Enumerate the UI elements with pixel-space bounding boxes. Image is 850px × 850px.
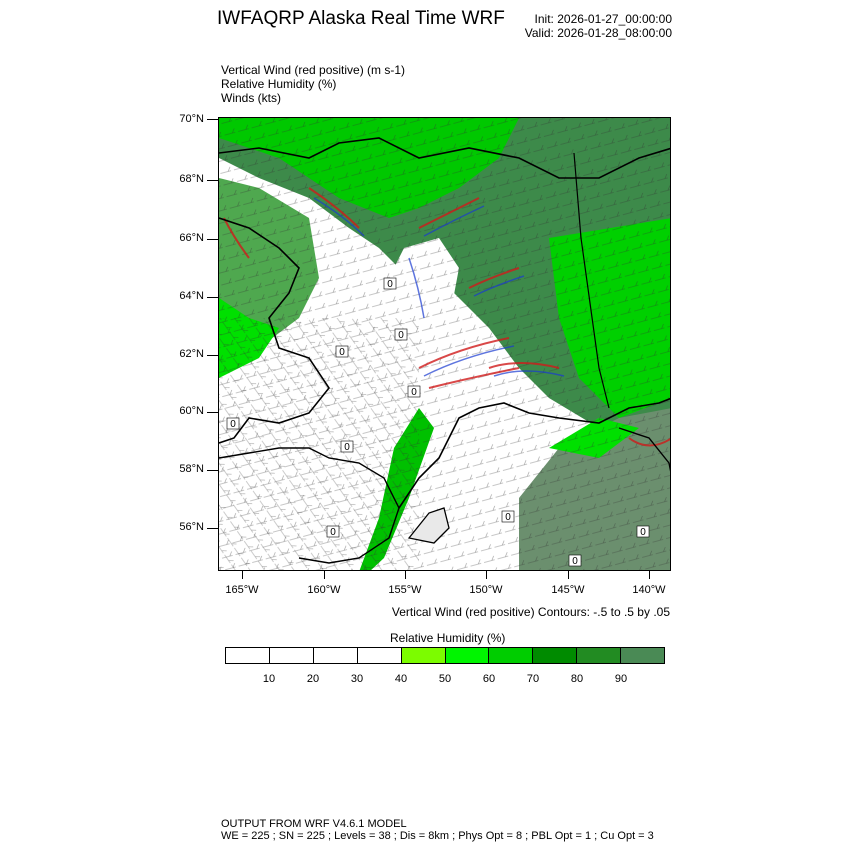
colorbar-cell bbox=[226, 648, 270, 663]
lat-label-64: 64°N bbox=[179, 290, 204, 302]
lat-label-66: 66°N bbox=[179, 232, 204, 244]
contour-label: 0 bbox=[411, 387, 417, 398]
lon-label-150: 150°W bbox=[469, 584, 503, 596]
colorbar-cell bbox=[446, 648, 490, 663]
contour-label: 0 bbox=[330, 527, 336, 538]
colorbar-label: 80 bbox=[570, 673, 584, 685]
lon-tick bbox=[242, 571, 243, 579]
colorbar-label: 50 bbox=[438, 673, 452, 685]
lat-label-60: 60°N bbox=[179, 405, 204, 417]
colorbar bbox=[225, 647, 665, 664]
lon-tick bbox=[486, 571, 487, 579]
lon-tick bbox=[324, 571, 325, 579]
lon-label-155: 155°W bbox=[388, 584, 422, 596]
lon-label-140: 140°W bbox=[632, 584, 666, 596]
map-panel bbox=[218, 117, 671, 571]
lon-tick bbox=[568, 571, 569, 579]
contour-label: 0 bbox=[640, 527, 646, 538]
plot-title: IWFAQRP Alaska Real Time WRF bbox=[217, 8, 505, 29]
lat-label-56: 56°N bbox=[179, 521, 204, 533]
lon-label-165: 165°W bbox=[225, 584, 259, 596]
contour-label: 0 bbox=[339, 347, 345, 358]
contour-label: 0 bbox=[505, 512, 511, 523]
contour-label: 0 bbox=[230, 419, 236, 430]
field-label-winds: Winds (kts) bbox=[221, 91, 281, 105]
field-label-relative-humidity: Relative Humidity (%) bbox=[221, 77, 337, 91]
valid-time: Valid: 2026-01-28_08:00:00 bbox=[524, 26, 672, 40]
lat-label-62: 62°N bbox=[179, 348, 204, 360]
lon-tick bbox=[405, 571, 406, 579]
footer-config: WE = 225 ; SN = 225 ; Levels = 38 ; Dis = 8km ; Phys Opt = 8 ; PBL Opt = 1 ; Cu Opt = 3 bbox=[221, 830, 654, 842]
colorbar-cell bbox=[314, 648, 358, 663]
colorbar-cell bbox=[621, 648, 664, 663]
lat-label-58: 58°N bbox=[179, 463, 204, 475]
init-time: Init: 2026-01-27_00:00:00 bbox=[534, 12, 672, 26]
contour-note: Vertical Wind (red positive) Contours: -.5 to .5 by .05 bbox=[391, 605, 670, 619]
lon-label-160: 160°W bbox=[307, 584, 341, 596]
colorbar-label: 60 bbox=[482, 673, 496, 685]
contour-label: 0 bbox=[572, 556, 578, 567]
colorbar-cell bbox=[533, 648, 577, 663]
colorbar-label: 70 bbox=[526, 673, 540, 685]
colorbar-title: Relative Humidity (%) bbox=[390, 631, 506, 645]
colorbar-cell bbox=[270, 648, 314, 663]
contour-label: 0 bbox=[387, 279, 393, 290]
colorbar-cell bbox=[358, 648, 402, 663]
contour-label: 0 bbox=[344, 442, 350, 453]
footer-model: OUTPUT FROM WRF V4.6.1 MODEL bbox=[221, 818, 407, 830]
wind-barbs-cyclone bbox=[219, 318, 419, 571]
colorbar-cell bbox=[402, 648, 446, 663]
lat-label-68: 68°N bbox=[179, 173, 204, 185]
colorbar-cell bbox=[489, 648, 533, 663]
colorbar-label: 20 bbox=[306, 673, 320, 685]
colorbar-cell bbox=[577, 648, 621, 663]
lat-label-70: 70°N bbox=[179, 113, 204, 125]
colorbar-label: 40 bbox=[394, 673, 408, 685]
map-canvas bbox=[219, 118, 671, 571]
colorbar-label: 90 bbox=[614, 673, 628, 685]
colorbar-label: 30 bbox=[350, 673, 364, 685]
colorbar-label: 10 bbox=[262, 673, 276, 685]
contour-label: 0 bbox=[398, 330, 404, 341]
lon-label-145: 145°W bbox=[551, 584, 585, 596]
field-label-vertical-wind: Vertical Wind (red positive) (m s-1) bbox=[221, 63, 406, 77]
lon-tick bbox=[649, 571, 650, 579]
